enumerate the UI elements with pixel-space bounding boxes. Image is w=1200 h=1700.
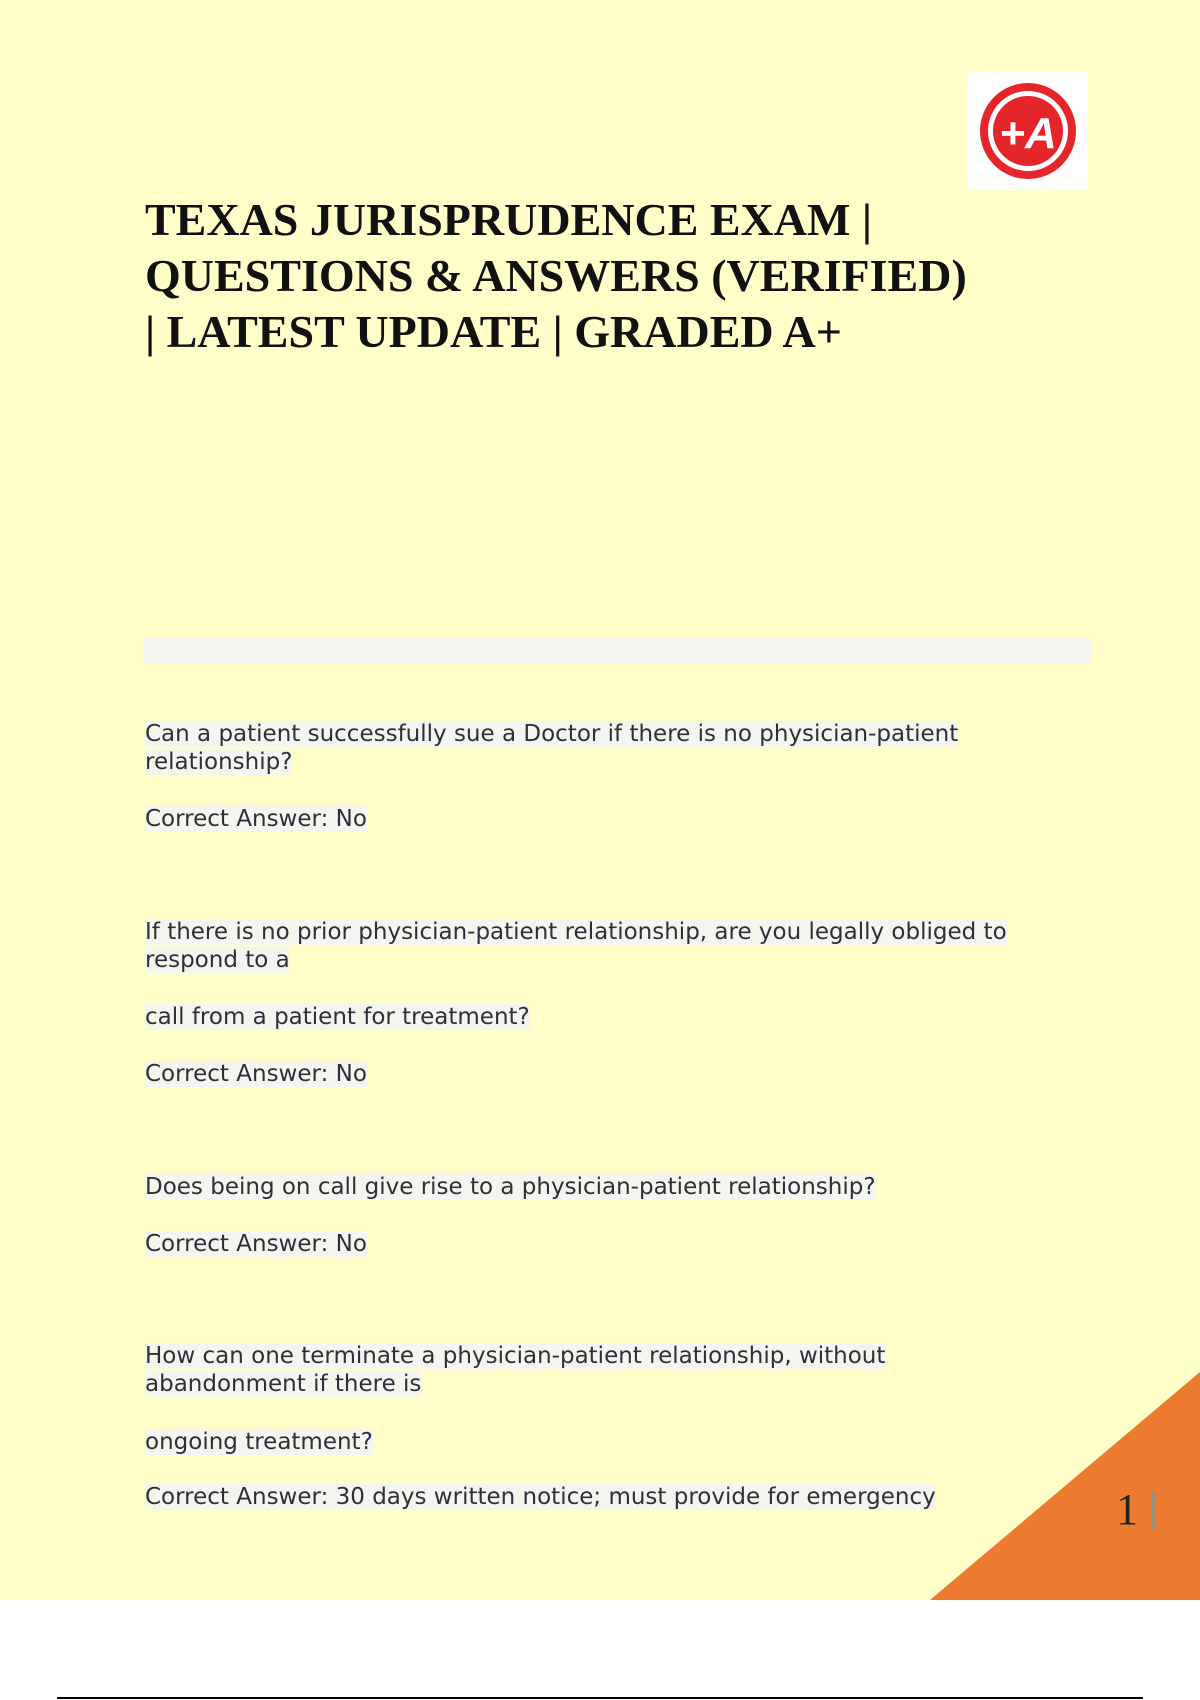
question-continuation: ongoing treatment? xyxy=(145,1429,373,1455)
title-line: QUESTIONS & ANSWERS (VERIFIED) xyxy=(145,250,967,301)
footer-rule xyxy=(57,1697,1143,1699)
question-text xyxy=(145,1173,876,1201)
page-number-separator xyxy=(1152,1492,1156,1530)
title-line: | LATEST UPDATE | GRADED A+ xyxy=(145,306,842,357)
section-divider xyxy=(143,638,1091,664)
document-title xyxy=(145,192,1065,360)
question-line: Can a patient successfully sue a Doctor if there is no physician-patient xyxy=(145,721,959,747)
question-line: Does being on call give rise to a physician-patient relationship? xyxy=(145,1174,876,1200)
grade-a-plus-icon xyxy=(978,82,1078,180)
answer-text: Correct Answer: No xyxy=(145,1231,367,1257)
question-text xyxy=(145,918,1007,974)
question-line: abandonment if there is xyxy=(145,1371,422,1397)
question-line: How can one terminate a physician-patient relationship, without xyxy=(145,1343,886,1369)
question-line: If there is no prior physician-patient relationship, are you legally obliged to xyxy=(145,919,1007,945)
answer-text: Correct Answer: No xyxy=(145,1061,367,1087)
question-text xyxy=(145,1342,885,1398)
question-line: relationship? xyxy=(145,749,293,775)
answer-text: Correct Answer: 30 days written notice; must provide for emergency xyxy=(145,1484,936,1510)
answer-text: Correct Answer: No xyxy=(145,806,367,832)
question-line: respond to a xyxy=(145,947,290,973)
question-continuation: call from a patient for treatment? xyxy=(145,1004,530,1030)
page-number: 1 xyxy=(1116,1485,1138,1534)
logo xyxy=(968,72,1088,190)
svg-text:+A: +A xyxy=(999,109,1057,158)
question-text xyxy=(145,720,958,776)
title-line: TEXAS JURISPRUDENCE EXAM | xyxy=(145,194,873,245)
corner-triangle-decoration xyxy=(930,1372,1200,1600)
